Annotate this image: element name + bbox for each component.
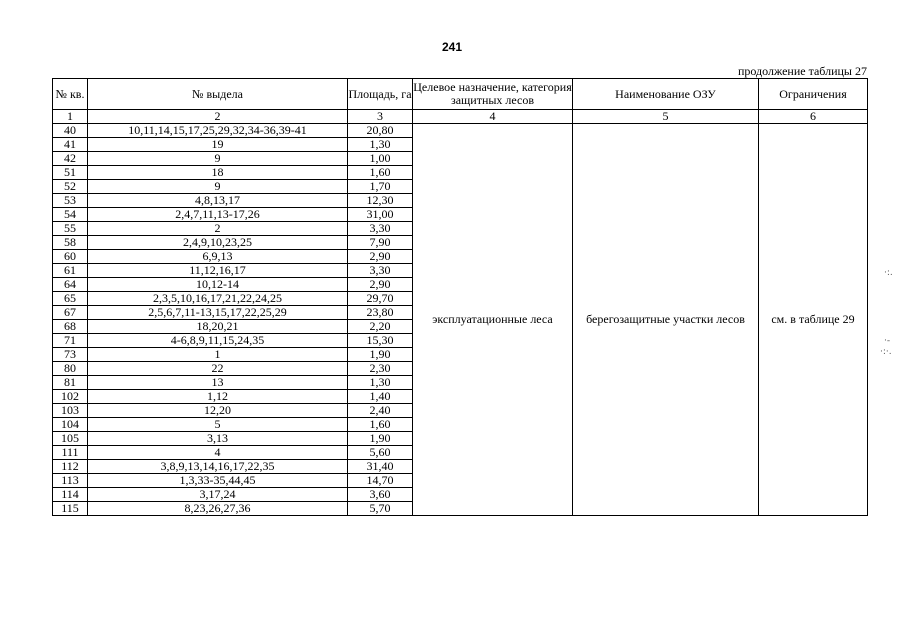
kv-cell: 81: [53, 376, 88, 390]
header-kv: № кв.: [53, 79, 88, 110]
kv-cell: 104: [53, 418, 88, 432]
column-number: 1: [53, 110, 88, 124]
vydel-cell: 6,9,13: [88, 250, 348, 264]
kv-cell: 114: [53, 488, 88, 502]
area-cell: 1,90: [348, 348, 413, 362]
area-cell: 2,90: [348, 278, 413, 292]
vydel-cell: 13: [88, 376, 348, 390]
area-cell: 1,40: [348, 390, 413, 404]
vydel-cell: 5: [88, 418, 348, 432]
area-cell: 1,00: [348, 152, 413, 166]
area-cell: 5,70: [348, 502, 413, 516]
kv-cell: 73: [53, 348, 88, 362]
vydel-cell: 2: [88, 222, 348, 236]
header-vydel: № выдела: [88, 79, 348, 110]
table-row: [53, 124, 868, 138]
area-cell: 1,30: [348, 376, 413, 390]
kv-cell: 52: [53, 180, 88, 194]
area-cell: 2,90: [348, 250, 413, 264]
kv-cell: 53: [53, 194, 88, 208]
area-cell: 31,40: [348, 460, 413, 474]
header-purpose: Целевое назначение, категория защитных лесов: [413, 79, 573, 110]
vydel-cell: 9: [88, 152, 348, 166]
vydel-cell: 2,5,6,7,11-13,15,17,22,25,29: [88, 306, 348, 320]
vydel-cell: 1: [88, 348, 348, 362]
scan-speck: ·-: [884, 336, 891, 346]
kv-cell: 61: [53, 264, 88, 278]
kv-cell: 67: [53, 306, 88, 320]
vydel-cell: 18: [88, 166, 348, 180]
vydel-cell: 4: [88, 446, 348, 460]
area-cell: 1,60: [348, 166, 413, 180]
kv-cell: 71: [53, 334, 88, 348]
vydel-cell: 1,3,33-35,44,45: [88, 474, 348, 488]
table-body: [53, 124, 868, 516]
kv-cell: 65: [53, 292, 88, 306]
kv-cell: 68: [53, 320, 88, 334]
vydel-cell: 3,8,9,13,14,16,17,22,35: [88, 460, 348, 474]
kv-cell: 115: [53, 502, 88, 516]
vydel-cell: 4,8,13,17: [88, 194, 348, 208]
kv-cell: 58: [53, 236, 88, 250]
table-continuation-note: продолжение таблицы 27: [737, 64, 867, 78]
header-restrictions: Ограничения: [759, 79, 868, 110]
vydel-cell: 19: [88, 138, 348, 152]
area-cell: 15,30: [348, 334, 413, 348]
area-cell: 20,80: [348, 124, 413, 138]
kv-cell: 64: [53, 278, 88, 292]
vydel-cell: 3,13: [88, 432, 348, 446]
column-number-row: [53, 110, 868, 124]
area-cell: 2,20: [348, 320, 413, 334]
area-cell: 1,90: [348, 432, 413, 446]
vydel-cell: 2,3,5,10,16,17,21,22,24,25: [88, 292, 348, 306]
vydel-cell: 2,4,7,11,13-17,26: [88, 208, 348, 222]
kv-cell: 112: [53, 460, 88, 474]
area-cell: 29,70: [348, 292, 413, 306]
vydel-cell: 3,17,24: [88, 488, 348, 502]
area-cell: 1,70: [348, 180, 413, 194]
kv-cell: 42: [53, 152, 88, 166]
kv-cell: 80: [53, 362, 88, 376]
kv-cell: 55: [53, 222, 88, 236]
vydel-cell: 12,20: [88, 404, 348, 418]
column-number: 2: [88, 110, 348, 124]
column-number: 3: [348, 110, 413, 124]
kv-cell: 111: [53, 446, 88, 460]
header-area: Площадь, га: [348, 79, 413, 110]
area-cell: 31,00: [348, 208, 413, 222]
vydel-cell: 4-6,8,9,11,15,24,35: [88, 334, 348, 348]
vydel-cell: 11,12,16,17: [88, 264, 348, 278]
vydel-cell: 2,4,9,10,23,25: [88, 236, 348, 250]
kv-cell: 54: [53, 208, 88, 222]
vydel-cell: 10,11,14,15,17,25,29,32,34-36,39-41: [88, 124, 348, 138]
area-cell: 3,30: [348, 222, 413, 236]
kv-cell: 103: [53, 404, 88, 418]
vydel-cell: 8,23,26,27,36: [88, 502, 348, 516]
header-row: [53, 79, 868, 110]
vydel-cell: 10,12-14: [88, 278, 348, 292]
purpose-cell: эксплуатационные леса: [413, 124, 573, 516]
kv-cell: 41: [53, 138, 88, 152]
area-cell: 7,90: [348, 236, 413, 250]
area-cell: 2,30: [348, 362, 413, 376]
kv-cell: 40: [53, 124, 88, 138]
area-cell: 3,30: [348, 264, 413, 278]
area-cell: 23,80: [348, 306, 413, 320]
area-cell: 1,60: [348, 418, 413, 432]
ozu-cell: берегозащитные участки лесов: [573, 124, 759, 516]
kv-cell: 51: [53, 166, 88, 180]
area-cell: 5,60: [348, 446, 413, 460]
kv-cell: 102: [53, 390, 88, 404]
vydel-cell: 1,12: [88, 390, 348, 404]
area-cell: 12,30: [348, 194, 413, 208]
area-cell: 1,30: [348, 138, 413, 152]
column-number: 5: [573, 110, 759, 124]
area-cell: 2,40: [348, 404, 413, 418]
page-number: 241: [441, 40, 463, 54]
header-ozu: Наименование ОЗУ: [573, 79, 759, 110]
forest-table: [52, 78, 868, 516]
column-number: 4: [413, 110, 573, 124]
kv-cell: 105: [53, 432, 88, 446]
area-cell: 3,60: [348, 488, 413, 502]
kv-cell: 60: [53, 250, 88, 264]
column-number: 6: [759, 110, 868, 124]
area-cell: 14,70: [348, 474, 413, 488]
vydel-cell: 9: [88, 180, 348, 194]
vydel-cell: 18,20,21: [88, 320, 348, 334]
vydel-cell: 22: [88, 362, 348, 376]
kv-cell: 113: [53, 474, 88, 488]
scan-speck: ·:·.: [880, 347, 892, 357]
scan-speck: ·:.: [884, 268, 893, 278]
restrictions-cell: см. в таблице 29: [759, 124, 868, 516]
